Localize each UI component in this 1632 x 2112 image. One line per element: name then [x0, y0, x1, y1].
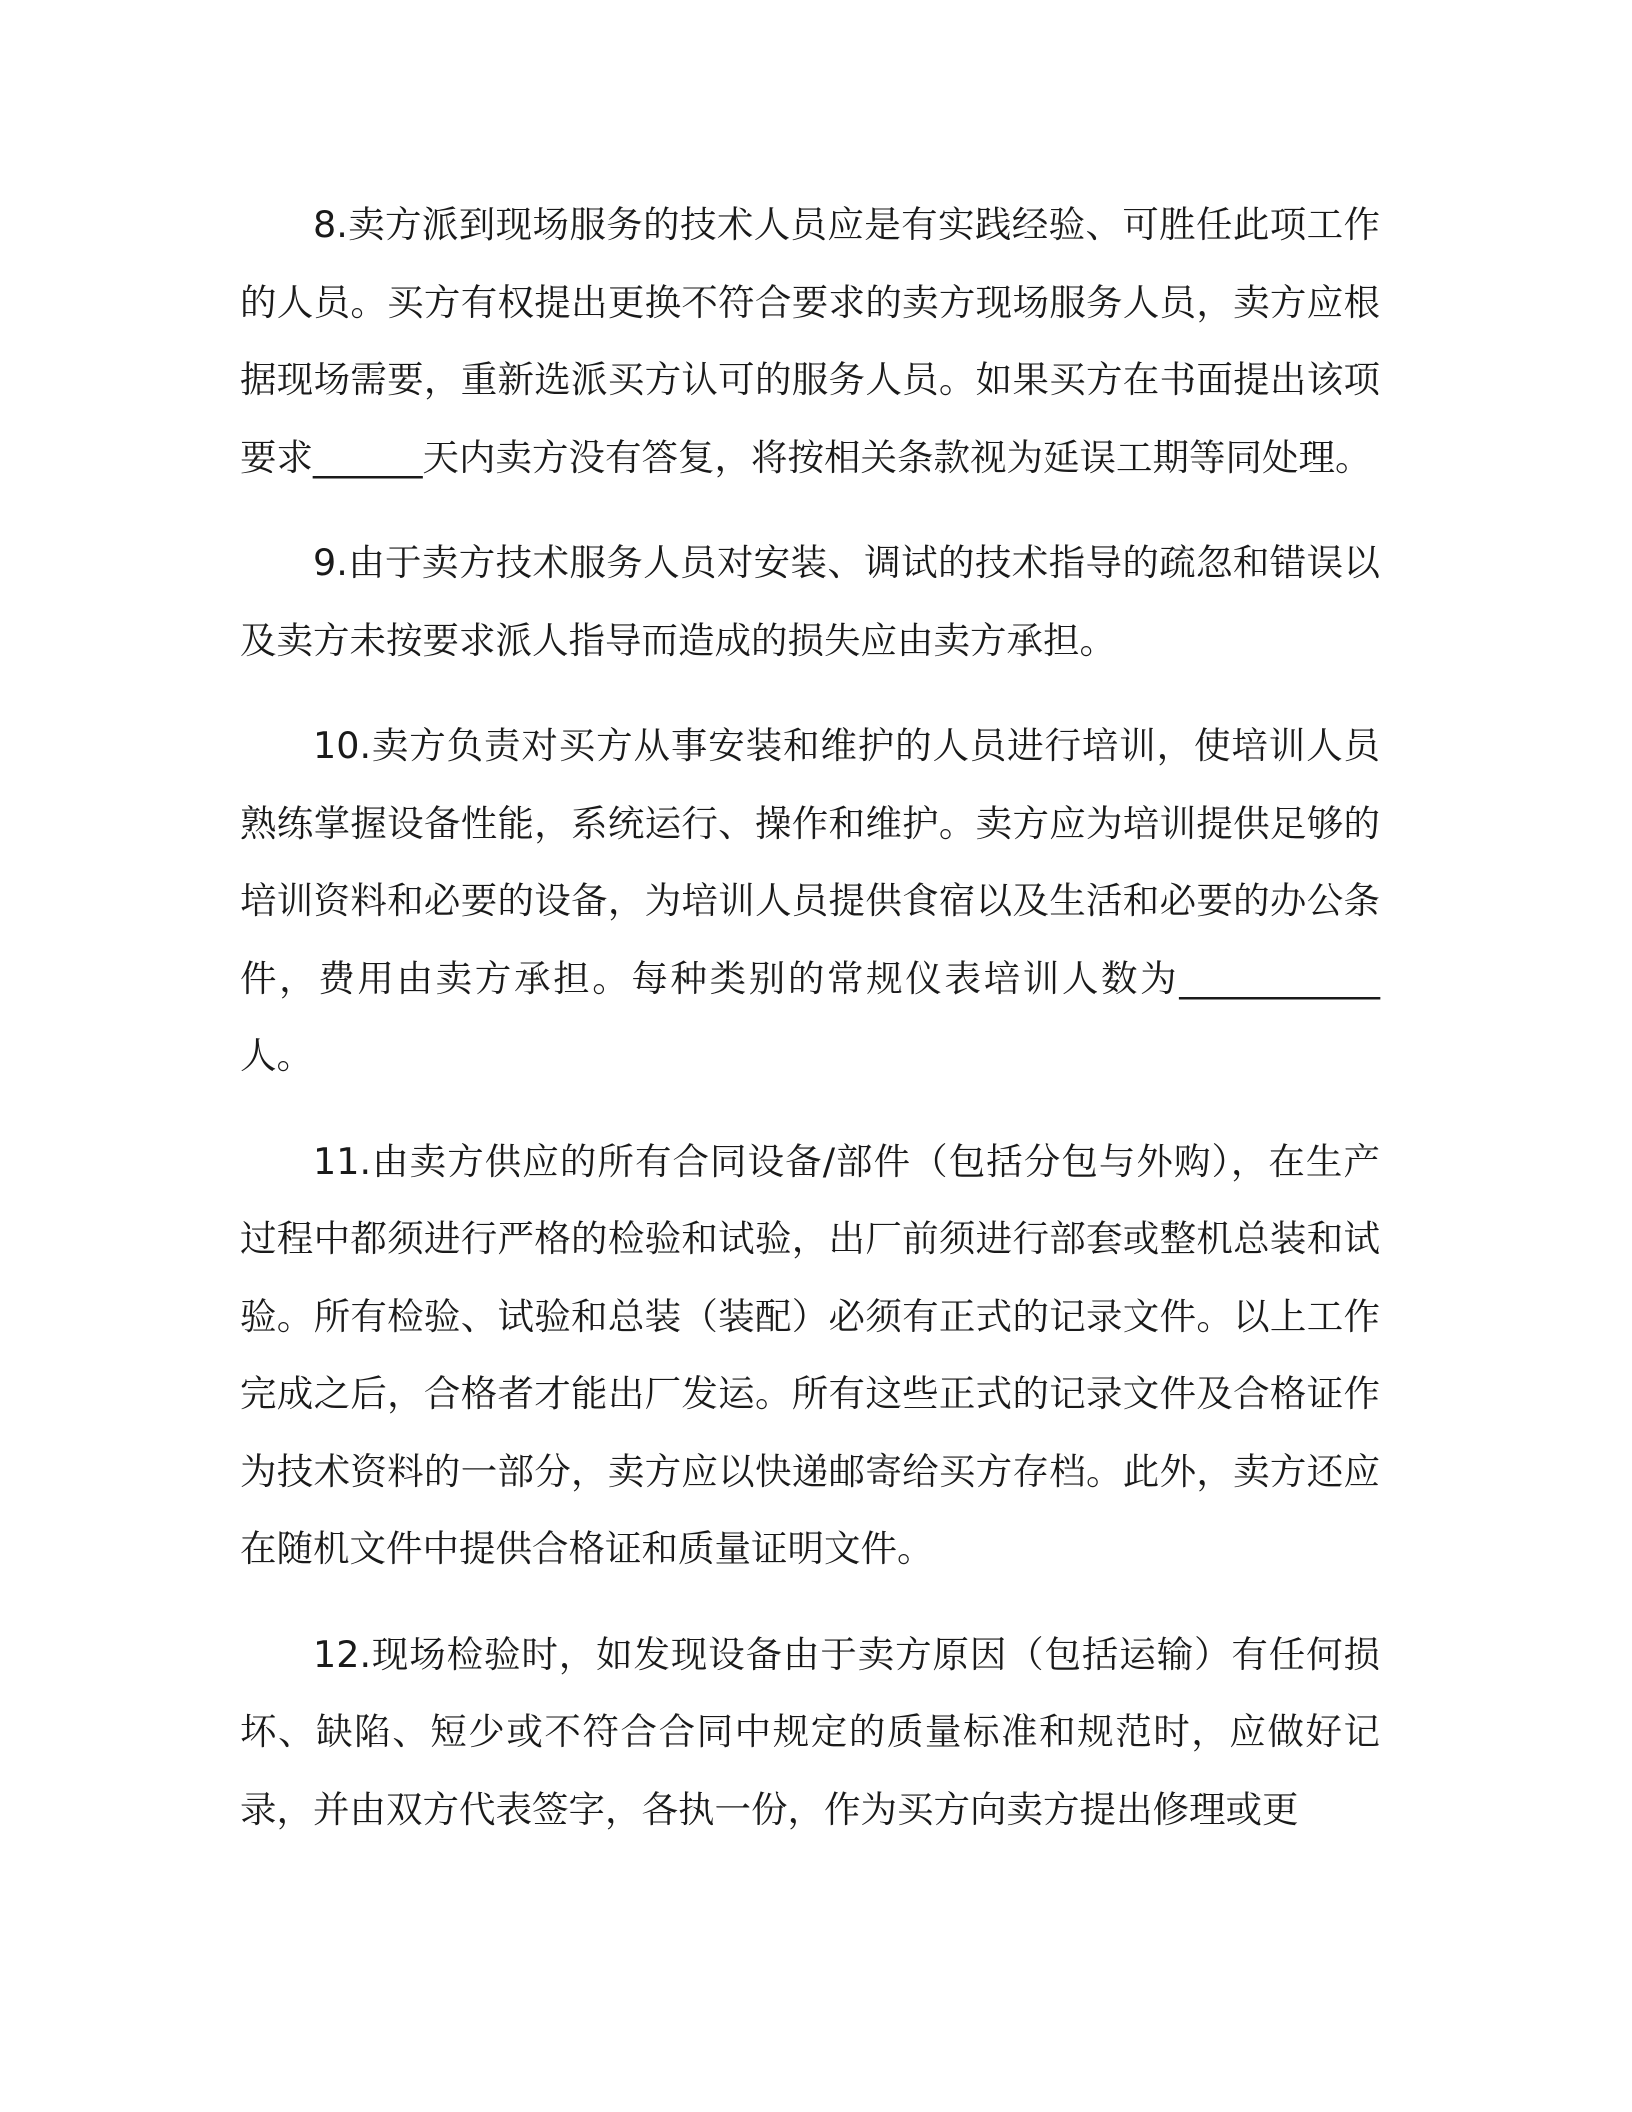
clause-12: 12.现场检验时，如发现设备由于卖方原因（包括运输）有任何损坏、缺陷、短少或不符合合同中规定的质量标准和规范时，应做好记录，并由双方代表签字，各执一份，作为买方向卖方提出修理或更 [240, 1632, 1380, 1831]
clause-11: 11.由卖方供应的所有合同设备/部件（包括分包与外购），在生产过程中都须进行严格的检验和试验，出厂前须进行部套或整机总装和试验。所有检验、试验和总装（装配）必须有正式的记录文件。以上工作完成之后，合格者才能出厂发运。所有这些正式的记录文件及合格证作为技术资料的一部分，卖方应以快递邮寄给买方存档。此外，卖方还应在随机文件中提供合格证和质量证明文件。 [240, 1139, 1380, 1570]
clause-9: 9.由于卖方技术服务人员对安装、调试的技术指导的疏忽和错误以及卖方未按要求派人指导而造成的损失应由卖方承担。 [240, 541, 1380, 662]
clause-8: 8.卖方派到现场服务的技术人员应是有实践经验、可胜任此项工作的人员。买方有权提出更换不符合要求的卖方现场服务人员，卖方应根据现场需要，重新选派买方认可的服务人员。如果买方在书面提出该项要求______天内卖方没有答复，将按相关条款视为延误工期等同处理。 [240, 203, 1380, 479]
document-body [240, 186, 1380, 1848]
clause-10: 10.卖方负责对买方从事安装和维护的人员进行培训，使培训人员熟练掌握设备性能，系统运行、操作和维护。卖方应为培训提供足够的培训资料和必要的设备，为培训人员提供食宿以及生活和必要的办公条件，费用由卖方承担。每种类别的常规仪表培训人数为___________人。 [240, 724, 1380, 1077]
